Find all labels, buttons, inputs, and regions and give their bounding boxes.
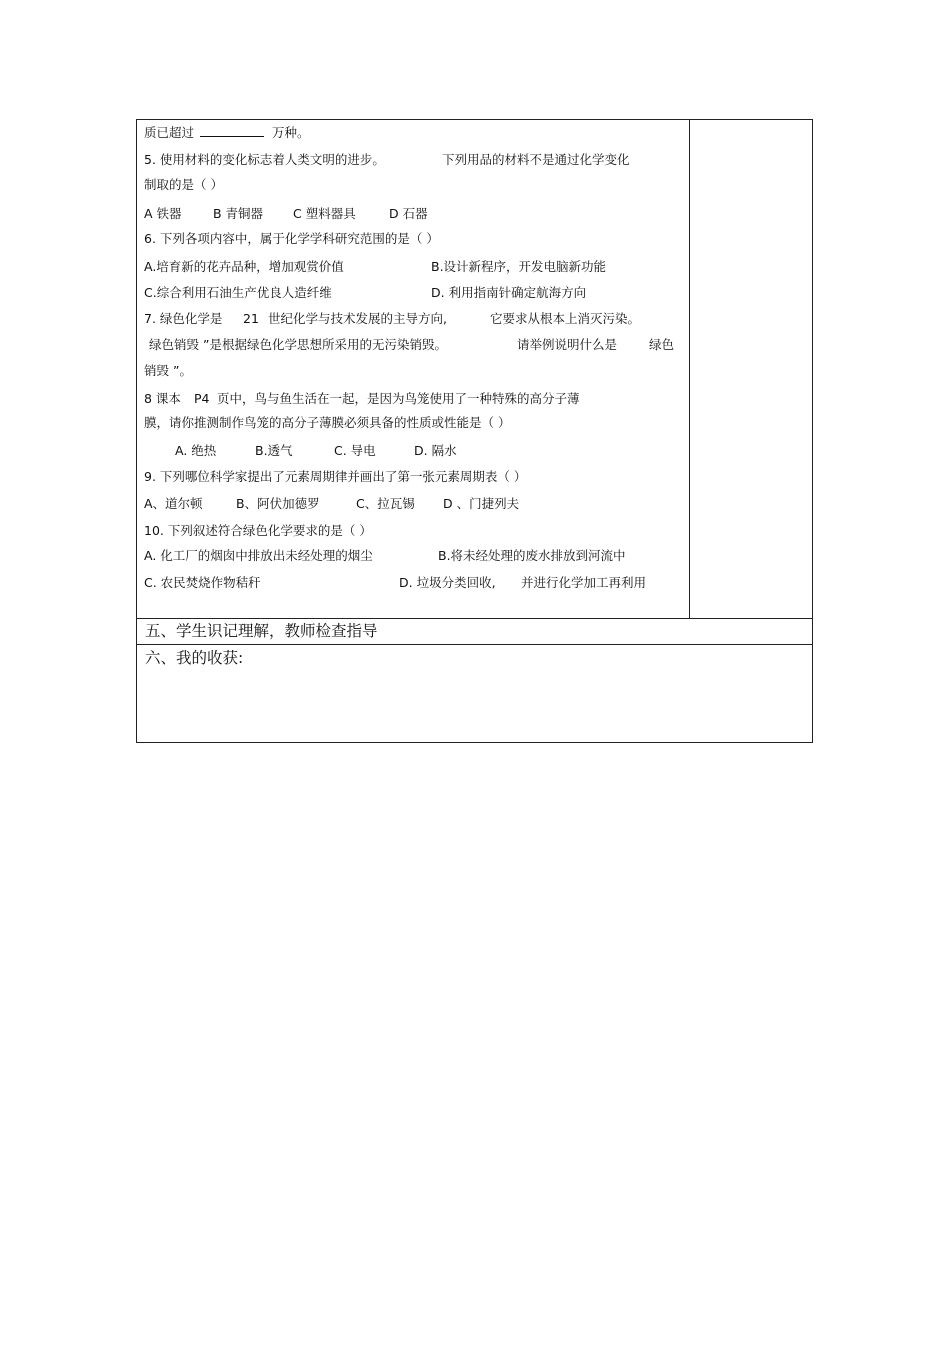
q6-stem: 6. 下列各项内容中，属于化学学科研究范围的是（ ） — [144, 231, 439, 246]
lesson-table — [136, 119, 813, 743]
q6-option-d: D. 利用指南针确定航海方向 — [431, 285, 587, 300]
q5-stem-part2: 下列用品的材料不是通过化学变化 — [442, 152, 630, 167]
q7-text-7: 绿色 — [649, 337, 675, 352]
q5-stem-line2: 制取的是（ ） — [144, 177, 223, 192]
q8-option-c: C. 导电 — [334, 443, 376, 458]
q8-option-b: B.透气 — [255, 443, 293, 458]
q7-line3: 销毁 ”。 — [144, 363, 192, 378]
q8-option-a: A. 绝热 — [175, 443, 217, 458]
q10-stem: 10. 下列叙述符合绿色化学要求的是（ ） — [144, 523, 372, 538]
section-five-title: 五、学生识记理解，教师检查指导 — [145, 622, 378, 640]
q9-stem: 9. 下列哪位科学家提出了元素周期律并画出了第一张元素周期表（ ） — [144, 469, 527, 484]
q5-stem-part1: 5. 使用材料的变化标志着人类文明的进步。 — [144, 152, 385, 167]
q10-option-d-part1: D. 垃圾分类回收, — [399, 575, 496, 590]
q7-text-3: 世纪化学与技术发展的主导方向, — [268, 311, 447, 326]
q9-option-a: A、道尔顿 — [144, 496, 203, 511]
q7-text-6: 请举例说明什么是 — [517, 337, 618, 352]
q9-option-c: C、拉瓦锡 — [356, 496, 415, 511]
q8-text-3: 页中，鸟与鱼生活在一起，是因为鸟笼使用了一种特殊的高分子薄 — [217, 391, 580, 406]
q7-text-5: 绿色销毁 ”是根据绿色化学思想所采用的无污染销毁。 — [149, 337, 447, 352]
q9-option-d: D 、门捷列夫 — [443, 496, 520, 511]
row-divider-1 — [137, 618, 812, 619]
q4-tail-line — [144, 124, 310, 142]
answer-blank — [200, 124, 264, 137]
q8-line2: 膜，请你推测制作鸟笼的高分子薄膜必须具备的性质或性能是（ ） — [144, 415, 511, 430]
q8-text-2: P4 — [194, 391, 210, 406]
q9-option-b: B、阿伏加德罗 — [236, 496, 320, 511]
q10-option-a: A. 化工厂的烟囱中排放出未经处理的烟尘 — [144, 548, 373, 563]
q6-option-c: C.综合利用石油生产优良人造纤维 — [144, 285, 332, 300]
q6-option-b: B.设计新程序，开发电脑新功能 — [431, 259, 607, 274]
q8-text-1: 8 课本 — [144, 391, 181, 406]
row-divider-2 — [137, 644, 812, 645]
q10-option-c: C. 农民焚烧作物秸秆 — [144, 575, 261, 590]
q4-text-after: 万种。 — [272, 125, 310, 140]
q7-text-1: 7. 绿色化学是 — [144, 311, 223, 326]
section-six-title: 六、我的收获: — [145, 649, 244, 667]
q8-option-d: D. 隔水 — [414, 443, 457, 458]
q6-option-a: A.培育新的花卉品种，增加观赏价值 — [144, 259, 344, 274]
q4-text-before: 质已超过 — [144, 125, 195, 140]
q5-option-b: B 青铜器 — [213, 206, 264, 221]
q5-option-d: D 石器 — [389, 206, 428, 221]
q5-option-c: C 塑料器具 — [293, 206, 356, 221]
exercise-cell — [144, 120, 684, 618]
column-divider — [689, 120, 690, 618]
q10-option-d-part2: 并进行化学加工再利用 — [521, 575, 647, 590]
q5-option-a: A 铁器 — [144, 206, 182, 221]
q7-text-4: 它要求从根本上消灭污染。 — [490, 311, 641, 326]
q10-option-b: B.将未经处理的废水排放到河流中 — [438, 548, 626, 563]
q7-text-2: 21 — [243, 311, 259, 326]
